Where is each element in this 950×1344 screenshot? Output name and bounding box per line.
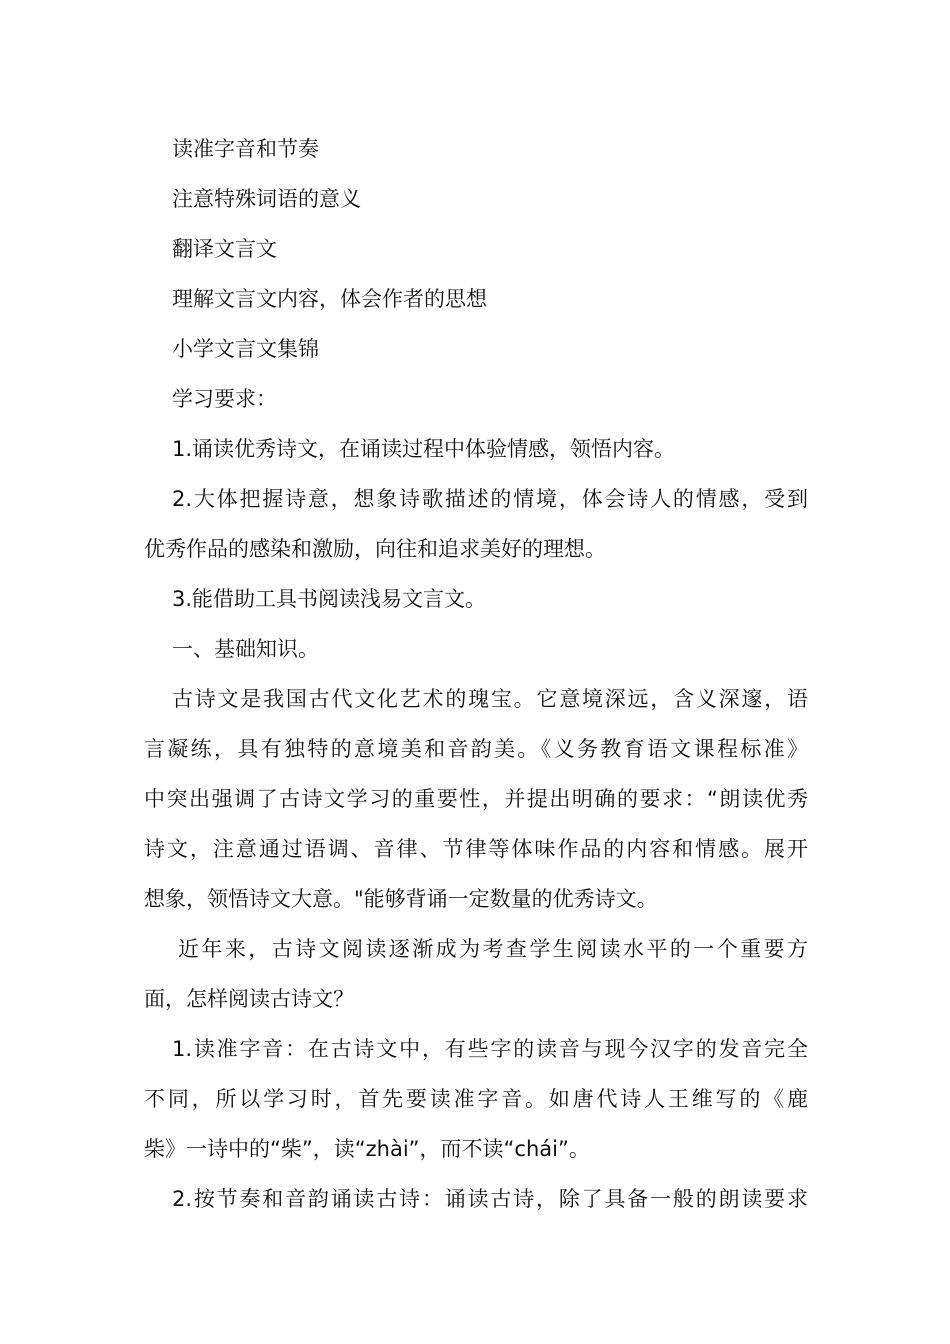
point-1-line-1: 1.读准字音：在古诗文中，有些字的读音与现今汉字的发音完全 — [172, 1037, 808, 1061]
document-page — [144, 124, 808, 1224]
point-1-line-2: 不同，所以学习时，首先要读准字音。如唐代诗人王维写的《鹿 — [144, 1087, 808, 1111]
paragraph-1-line-3: 中突出强调了古诗文学习的重要性，并提出明确的要求：“朗读优秀 — [144, 787, 808, 811]
point-1-line-3: 柴》一诗中的“柴”，读“zhài”，而不读“chái”。 — [144, 1137, 590, 1161]
paragraph-1-line-4: 诗文，注意通过语调、音律、节律等体味作品的内容和情感。展开 — [144, 837, 808, 861]
requirement-2-line-1: 2.大体把握诗意，想象诗歌描述的情境，体会诗人的情感，受到 — [172, 487, 808, 511]
toc-item-understanding: 理解文言文内容，体会作者的思想 — [172, 287, 487, 311]
requirement-1: 1.诵读优秀诗文，在诵读过程中体验情感，领悟内容。 — [172, 437, 676, 461]
requirement-3: 3.能借助工具书阅读浅易文言文。 — [172, 587, 487, 611]
toc-item-translation: 翻译文言文 — [172, 237, 277, 261]
paragraph-1-line-1: 古诗文是我国古代文化艺术的瑰宝。它意境深远，含义深邃，语 — [172, 687, 808, 711]
paragraph-1-line-2: 言凝练，具有独特的意境美和音韵美。《义务教育语文课程标准》 — [144, 737, 808, 761]
point-2-line-1: 2.按节奏和音韵诵读古诗：诵读古诗，除了具备一般的朗读要求 — [172, 1187, 808, 1211]
requirement-2-line-2: 优秀作品的感染和激励，向往和追求美好的理想。 — [144, 537, 606, 561]
paragraph-2-line-2: 面，怎样阅读古诗文？ — [144, 987, 354, 1011]
requirements-heading: 学习要求： — [172, 387, 277, 411]
toc-item-pronunciation-rhythm: 读准字音和节奏 — [172, 137, 319, 161]
section-title: 小学文言文集锦 — [172, 337, 319, 361]
paragraph-2-line-1: 近年来，古诗文阅读逐渐成为考查学生阅读水平的一个重要方 — [178, 937, 808, 961]
toc-item-special-words: 注意特殊词语的意义 — [172, 187, 361, 211]
paragraph-1-line-5: 想象，领悟诗文大意。"能够背诵一定数量的优秀诗文。 — [144, 887, 658, 911]
basic-knowledge-heading: 一、基础知识。 — [172, 637, 319, 661]
